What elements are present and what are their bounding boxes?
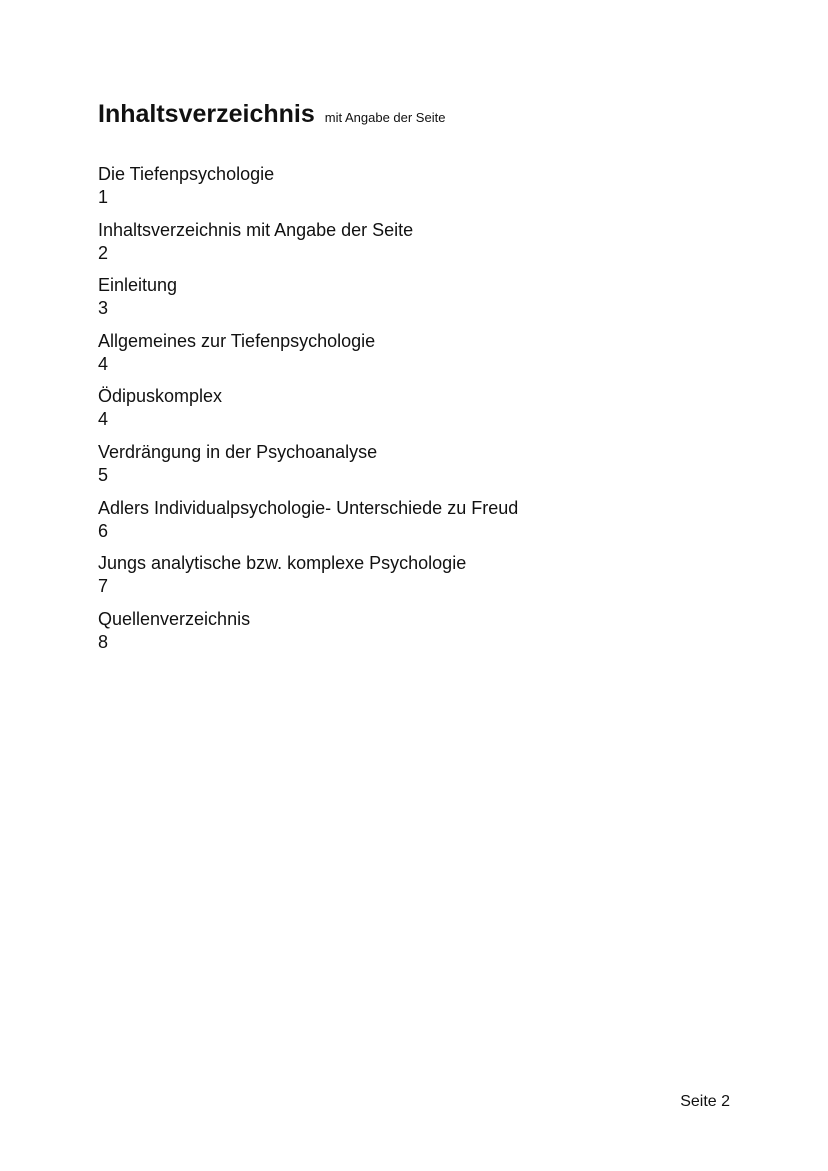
toc-entry-title: Adlers Individualpsychologie- Unterschiede zu Freud bbox=[98, 497, 519, 518]
toc-entry bbox=[98, 552, 738, 608]
toc-entry-title: Allgemeines zur Tiefenpsychologie bbox=[98, 330, 376, 351]
toc-entry bbox=[98, 385, 738, 441]
toc-entry-title: Die Tiefenpsychologie bbox=[98, 164, 275, 184]
toc-entry-page-number: 3 bbox=[98, 298, 109, 319]
toc-entry-page-number: 5 bbox=[98, 464, 109, 485]
toc-entry-title: Jungs analytische bzw. komplexe Psychologie bbox=[98, 553, 467, 574]
toc-entry bbox=[98, 608, 738, 664]
toc-list bbox=[98, 163, 738, 663]
toc-entry-page-number: 2 bbox=[98, 242, 109, 263]
toc-entry-page-number: 8 bbox=[98, 631, 109, 652]
toc-entry bbox=[98, 274, 738, 330]
toc-entry bbox=[98, 219, 738, 275]
toc-entry-title: Inhaltsverzeichnis mit Angabe der Seite bbox=[98, 219, 414, 240]
toc-entry-title: Einleitung bbox=[98, 275, 178, 296]
toc-entry bbox=[98, 497, 738, 553]
toc-entry-page-number: 1 bbox=[98, 187, 109, 207]
toc-entry-title: Quellenverzeichnis bbox=[98, 608, 251, 629]
toc-entry bbox=[98, 330, 738, 386]
toc-entry bbox=[98, 163, 738, 219]
toc-entry-title: Verdrängung in der Psychoanalyse bbox=[98, 441, 378, 462]
toc-entry-page-number: 4 bbox=[98, 409, 109, 430]
toc-subtitle: mit Angabe der Seite bbox=[324, 110, 446, 125]
toc-entry-page-number: 7 bbox=[98, 576, 109, 597]
toc-entry-page-number: 4 bbox=[98, 353, 109, 374]
toc-title: Inhaltsverzeichnis bbox=[98, 100, 315, 128]
toc-header bbox=[98, 100, 445, 129]
toc-entry-page-number: 6 bbox=[98, 520, 109, 541]
page-footer-number: Seite 2 bbox=[680, 1093, 730, 1110]
toc-entry-title: Ödipuskomplex bbox=[98, 386, 223, 407]
toc-entry bbox=[98, 441, 738, 497]
